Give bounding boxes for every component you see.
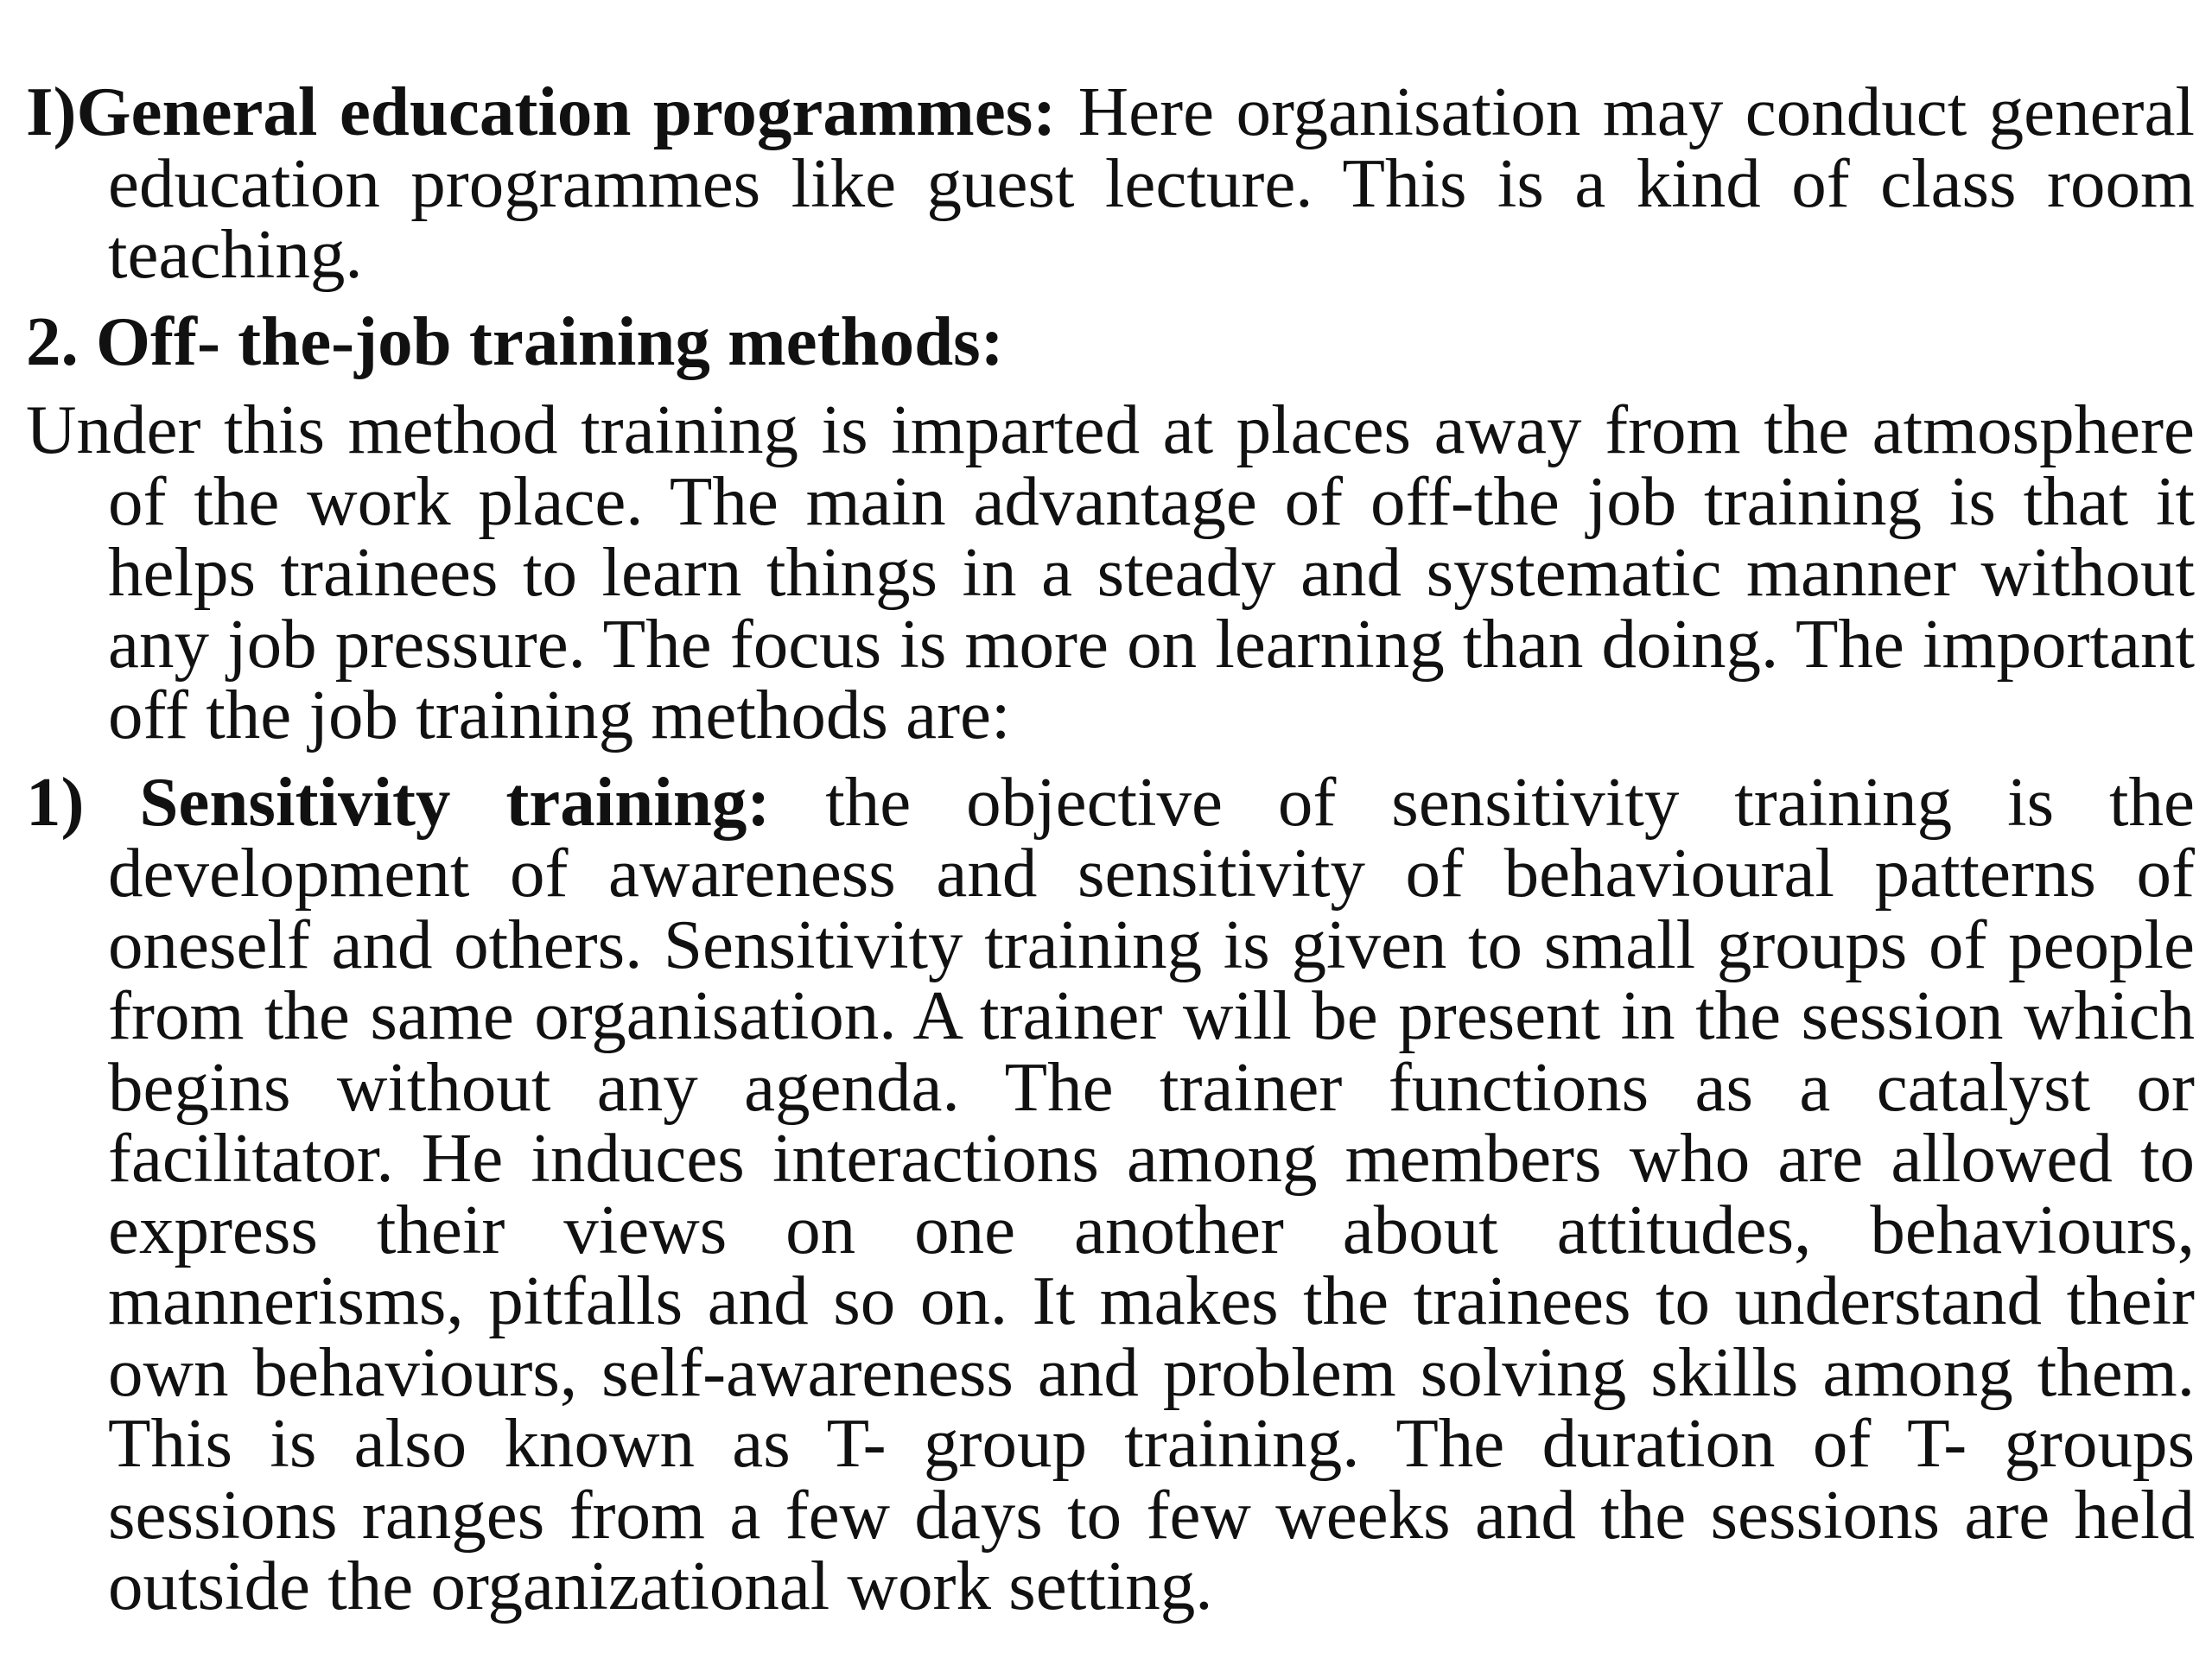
- general-education-paragraph: [26, 73, 2195, 293]
- document-body: [26, 73, 2195, 1624]
- general-education-label: I)General education programmes:: [26, 73, 1057, 150]
- sensitivity-training-label: 1) Sensitivity training:: [26, 762, 771, 841]
- general-education-text: Here organisation may conduct general education programmes like guest lecture. This is a kind of class room teaching.: [108, 73, 2195, 293]
- sensitivity-training-text: the objective of sensitivity training is the development of awareness and sensitivity of behavioural patterns of oneself and others. Sensitivity training is given to small groups of people from the same organisation. A trainer will be present in the session which begins without any agenda. The trainer functions as a catalyst or facilitator. He induces interactions among members who are allowed to express their views on one another about attitudes, behaviours, mannerisms, pitfalls and so on. It makes the trainees to understand their own behaviours, self-awareness and problem solving skills among them. This is also known as T- group training. The duration of T- groups sessions ranges from a few days to few weeks and the sessions are held outside the organizational work setting.: [108, 762, 2195, 1624]
- off-the-job-paragraph: Under this method training is imparted at places away from the atmosphere of the work place. The main advantage of off-the job training is that it helps trainees to learn things in a steady and systematic manner without any job pressure. The focus is more on learning than doing. The important off the job training methods are:: [26, 391, 2195, 753]
- sensitivity-training-paragraph: [26, 762, 2195, 1624]
- off-the-job-heading: 2. Off- the-job training methods:: [26, 302, 1004, 380]
